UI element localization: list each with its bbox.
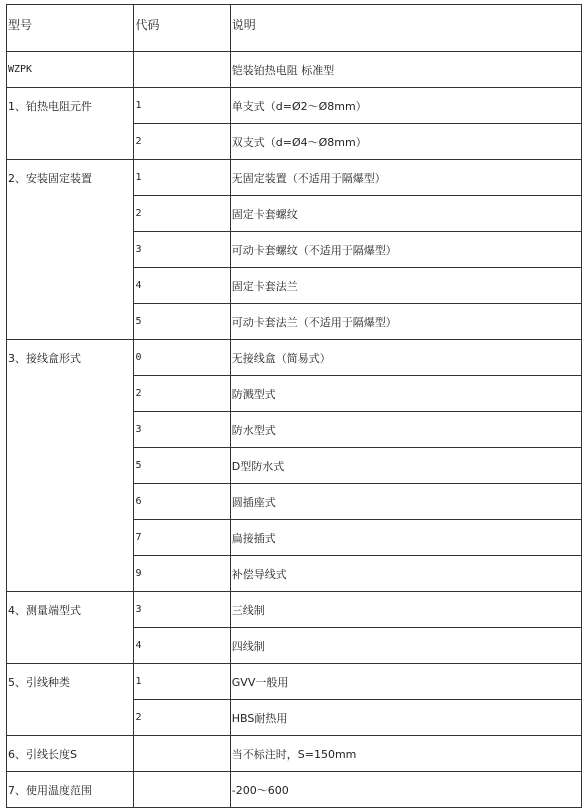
description-cell: 无固定装置（不适用于隔爆型） bbox=[230, 160, 581, 196]
code-cell: 2 bbox=[134, 124, 230, 160]
group-label-cell: 2、安装固定装置 bbox=[7, 160, 134, 340]
description-cell: 双支式（d=Ø4～Ø8mm） bbox=[230, 124, 581, 160]
table-row bbox=[7, 52, 582, 88]
group-label-cell: 6、引线长度S bbox=[7, 736, 134, 772]
code-cell bbox=[134, 52, 230, 88]
code-cell: 5 bbox=[134, 304, 230, 340]
header-code: 代码 bbox=[134, 5, 230, 52]
code-cell: 7 bbox=[134, 520, 230, 556]
description-cell: -200～600 bbox=[230, 772, 581, 808]
group-label-cell: 3、接线盒形式 bbox=[7, 340, 134, 592]
description-cell: 可动卡套法兰（不适用于隔爆型） bbox=[230, 304, 581, 340]
code-cell: 6 bbox=[134, 484, 230, 520]
code-cell: 3 bbox=[134, 232, 230, 268]
table-row bbox=[7, 88, 582, 124]
description-cell: 无接线盒（简易式） bbox=[230, 340, 581, 376]
description-cell: 铠装铂热电阻 标准型 bbox=[230, 52, 581, 88]
description-cell: 单支式（d=Ø2～Ø8mm） bbox=[230, 88, 581, 124]
description-cell: 固定卡套螺纹 bbox=[230, 196, 581, 232]
header-description: 说明 bbox=[230, 5, 581, 52]
code-cell: 0 bbox=[134, 340, 230, 376]
code-cell: 1 bbox=[134, 88, 230, 124]
code-cell: 4 bbox=[134, 628, 230, 664]
table-row bbox=[7, 592, 582, 628]
table-body bbox=[7, 52, 582, 808]
header-model: 型号 bbox=[7, 5, 134, 52]
group-label-cell: 1、铂热电阻元件 bbox=[7, 88, 134, 160]
table-row bbox=[7, 340, 582, 376]
code-cell: 1 bbox=[134, 664, 230, 700]
code-cell: 9 bbox=[134, 556, 230, 592]
group-label-cell: 4、测量端型式 bbox=[7, 592, 134, 664]
description-cell: 可动卡套螺纹（不适用于隔爆型） bbox=[230, 232, 581, 268]
table-row bbox=[7, 772, 582, 808]
group-label-cell: 5、引线种类 bbox=[7, 664, 134, 736]
table-row bbox=[7, 664, 582, 700]
description-cell: 四线制 bbox=[230, 628, 581, 664]
code-cell: 4 bbox=[134, 268, 230, 304]
group-label-cell: 7、使用温度范围 bbox=[7, 772, 134, 808]
code-cell: 2 bbox=[134, 700, 230, 736]
description-cell: HBS耐热用 bbox=[230, 700, 581, 736]
description-cell: 补偿导线式 bbox=[230, 556, 581, 592]
table-row bbox=[7, 736, 582, 772]
code-cell: 3 bbox=[134, 592, 230, 628]
description-cell: GVV一般用 bbox=[230, 664, 581, 700]
code-cell bbox=[134, 772, 230, 808]
description-cell: 当不标注时，S=150mm bbox=[230, 736, 581, 772]
description-cell: 圆插座式 bbox=[230, 484, 581, 520]
table-row bbox=[7, 160, 582, 196]
description-cell: D型防水式 bbox=[230, 448, 581, 484]
code-cell: 2 bbox=[134, 196, 230, 232]
code-cell: 1 bbox=[134, 160, 230, 196]
code-cell: 2 bbox=[134, 376, 230, 412]
description-cell: 固定卡套法兰 bbox=[230, 268, 581, 304]
description-cell: 扁接插式 bbox=[230, 520, 581, 556]
description-cell: 防溅型式 bbox=[230, 376, 581, 412]
description-cell: 防水型式 bbox=[230, 412, 581, 448]
code-cell: 5 bbox=[134, 448, 230, 484]
spec-table bbox=[6, 4, 582, 808]
code-cell: 3 bbox=[134, 412, 230, 448]
header-row bbox=[7, 5, 582, 52]
model-cell: WZPK bbox=[7, 52, 134, 88]
description-cell: 三线制 bbox=[230, 592, 581, 628]
code-cell bbox=[134, 736, 230, 772]
